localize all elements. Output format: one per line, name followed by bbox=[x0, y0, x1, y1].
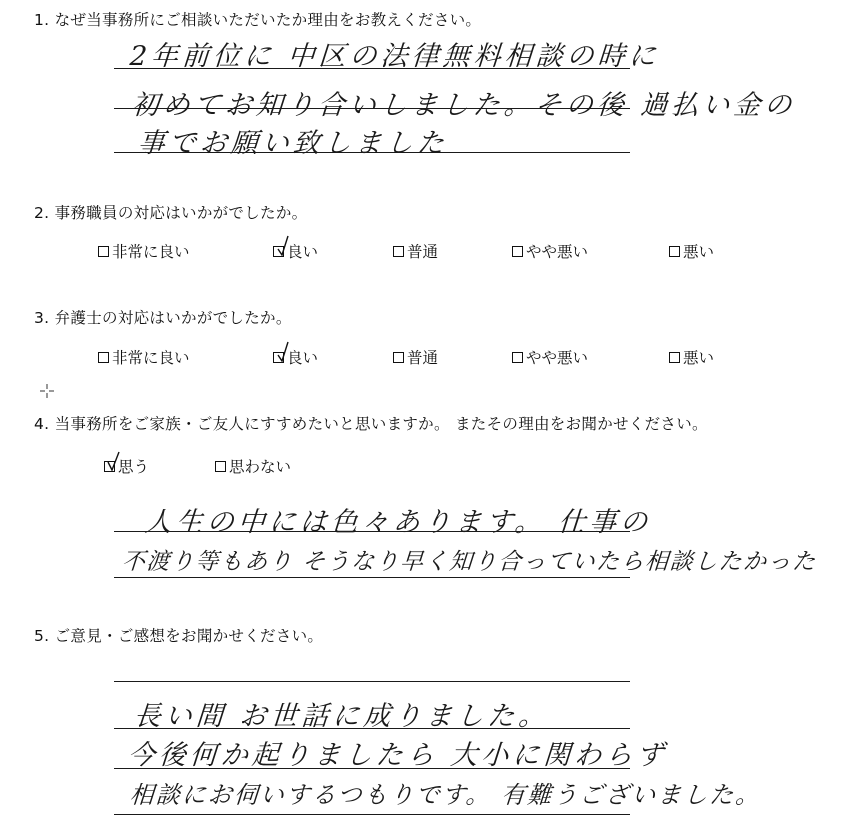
q1-rule-3 bbox=[114, 152, 630, 153]
question-3-label: 3. 弁護士の対応はいかがでしたか。 bbox=[34, 309, 292, 327]
q3-option-good[interactable] bbox=[273, 346, 318, 368]
q1-answer-line-1: 2年前位に 中区の法律無料相談の時に bbox=[128, 41, 661, 72]
q1-answer-line-2: 初めてお知り合いしました。その後 過払い金の bbox=[130, 90, 797, 121]
option-label: 思わない bbox=[229, 458, 292, 476]
q5-answer-line-3: 相談にお伺いするつもりです。 有難うございました。 bbox=[128, 781, 763, 809]
q2-option-average[interactable] bbox=[393, 240, 438, 262]
q5-rule-2 bbox=[114, 728, 630, 729]
q1-answer-line-3: 事でお願い致しました bbox=[136, 128, 449, 159]
q5-rule-3 bbox=[114, 768, 630, 769]
q2-option-very-good[interactable] bbox=[98, 240, 190, 262]
checkbox-checked[interactable] bbox=[104, 461, 115, 472]
q4-answer-line-2: 不渡り等もあり そうなり早く知り合っていたら相談したかった bbox=[120, 549, 818, 575]
q4-answer-line-1: 人生の中には色々あります。 仕事の bbox=[143, 507, 653, 538]
q1-rule-1 bbox=[114, 68, 630, 69]
question-1-label: 1. なぜ当事務所にご相談いただいたか理由をお教えください。 bbox=[34, 11, 482, 29]
option-label: 良い bbox=[287, 243, 319, 261]
q4-rule-1 bbox=[114, 531, 630, 532]
checkmark-icon bbox=[276, 235, 290, 257]
option-label: 悪い bbox=[683, 349, 715, 367]
q1-rule-2 bbox=[114, 108, 630, 109]
option-label: 良い bbox=[287, 349, 319, 367]
checkbox[interactable] bbox=[215, 461, 226, 472]
option-label: 非常に良い bbox=[112, 349, 190, 367]
option-label: 思う bbox=[118, 458, 150, 476]
checkbox[interactable] bbox=[98, 246, 109, 257]
question-4-label: 4. 当事務所をご家族・ご友人にすすめたいと思いますか。 またその理由をお聞かせください。 bbox=[34, 415, 708, 433]
q2-option-good[interactable] bbox=[273, 240, 318, 262]
checkmark-icon bbox=[276, 341, 290, 363]
checkbox[interactable] bbox=[393, 246, 404, 257]
q5-rule-1 bbox=[114, 681, 630, 682]
question-5-label: 5. ご意見・ご感想をお聞かせください。 bbox=[34, 627, 324, 645]
q2-option-bad[interactable] bbox=[669, 240, 714, 262]
q5-answer-line-1: 長い間 お世話に成りました。 bbox=[132, 701, 551, 732]
checkbox[interactable] bbox=[669, 352, 680, 363]
q2-option-somewhat-bad[interactable] bbox=[512, 240, 588, 262]
q4-option-no[interactable] bbox=[215, 455, 291, 477]
checkbox[interactable] bbox=[98, 352, 109, 363]
checkbox[interactable] bbox=[512, 246, 523, 257]
q5-rule-4 bbox=[114, 814, 630, 815]
checkmark-icon bbox=[107, 450, 121, 472]
q3-option-bad[interactable] bbox=[669, 346, 714, 368]
option-label: 非常に良い bbox=[112, 243, 190, 261]
q4-option-yes[interactable] bbox=[104, 455, 149, 477]
checkbox[interactable] bbox=[669, 246, 680, 257]
option-label: 悪い bbox=[683, 243, 715, 261]
checkbox-checked[interactable] bbox=[273, 246, 284, 257]
checkbox-checked[interactable] bbox=[273, 352, 284, 363]
q3-option-very-good[interactable] bbox=[98, 346, 190, 368]
q4-rule-2 bbox=[114, 577, 630, 578]
option-label: 普通 bbox=[407, 243, 439, 261]
option-label: やや悪い bbox=[526, 243, 589, 261]
checkbox[interactable] bbox=[512, 352, 523, 363]
q3-option-somewhat-bad[interactable] bbox=[512, 346, 588, 368]
option-label: 普通 bbox=[407, 349, 439, 367]
q3-option-average[interactable] bbox=[393, 346, 438, 368]
question-2-label: 2. 事務職員の対応はいかがでしたか。 bbox=[34, 204, 308, 222]
checkbox[interactable] bbox=[393, 352, 404, 363]
crosshair-mark-icon bbox=[40, 384, 54, 398]
option-label: やや悪い bbox=[526, 349, 589, 367]
q5-answer-line-2: 今後何か起りましたら 大小に関わらず bbox=[126, 740, 669, 771]
